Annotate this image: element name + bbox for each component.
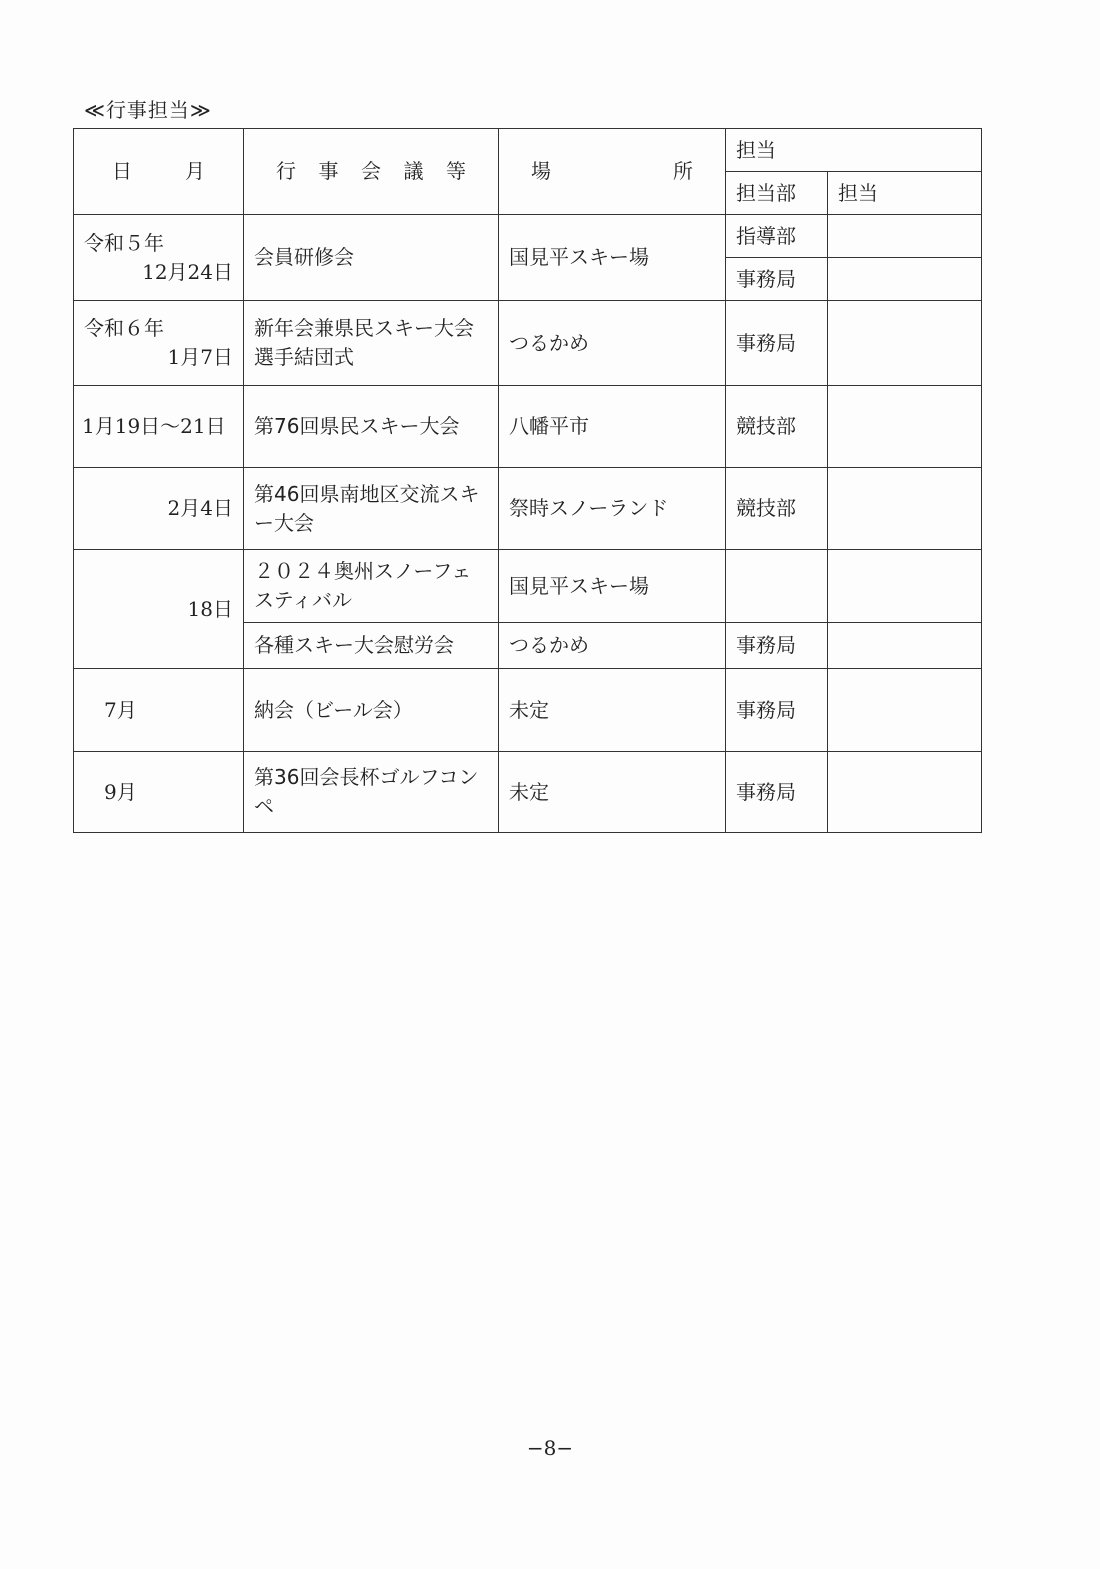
table-row [74,301,982,386]
row-event: 第76回県民スキー大会 [244,386,499,468]
row-person [828,468,982,550]
row-dept: 競技部 [726,386,828,468]
table-row [74,752,982,833]
row-place: 国見平スキー場 [499,550,726,623]
row-person [828,669,982,752]
table-row [74,468,982,550]
row-person [828,215,982,258]
row-event: 会員研修会 [244,215,499,301]
table-row [74,215,982,258]
row-date: 令和５年 12月24日 [74,215,244,301]
row-place: 未定 [499,669,726,752]
row-dept: 指導部 [726,215,828,258]
row-place: つるかめ [499,301,726,386]
header-event: 行 事 会 議 等 [244,129,499,215]
row-person [828,301,982,386]
row-event: 第36回会長杯ゴルフコンペ [244,752,499,833]
row-person [828,550,982,623]
row-event: ２０２４奥州スノーフェスティバル [244,550,499,623]
row-dept: 事務局 [726,669,828,752]
header-tantou-person: 担当 [828,172,982,215]
row-place: つるかめ [499,623,726,669]
row-event: 新年会兼県民スキー大会選手結団式 [244,301,499,386]
row-person [828,258,982,301]
row-date: 9月 [74,752,244,833]
section-title: ≪行事担当≫ [84,98,212,122]
header-date: 日 月 [74,129,244,215]
header-place: 場 所 [499,129,726,215]
row-dept: 競技部 [726,468,828,550]
row-date: 令和６年 1月7日 [74,301,244,386]
header-tantou: 担当 [726,129,982,172]
row-person [828,752,982,833]
row-dept: 事務局 [726,623,828,669]
row-date: 1月19日～21日 [74,386,244,468]
row-place: 祭時スノーランド [499,468,726,550]
row-person [828,386,982,468]
row-event: 各種スキー大会慰労会 [244,623,499,669]
header-tantoubu: 担当部 [726,172,828,215]
row-date: 7月 [74,669,244,752]
table-row [74,386,982,468]
row-event: 納会（ビール会） [244,669,499,752]
page-number: −8− [526,1436,574,1460]
row-event: 第46回県南地区交流スキー大会 [244,468,499,550]
row-place: 未定 [499,752,726,833]
table-row [74,550,982,623]
table-header-row [74,129,982,172]
row-place: 国見平スキー場 [499,215,726,301]
row-place: 八幡平市 [499,386,726,468]
event-assignment-table [73,128,982,833]
row-dept: 事務局 [726,752,828,833]
row-person [828,623,982,669]
row-date: 2月4日 [74,468,244,550]
row-dept: 事務局 [726,258,828,301]
row-dept: 事務局 [726,301,828,386]
table-row [74,669,982,752]
row-date: 18日 [74,550,244,669]
row-dept [726,550,828,623]
